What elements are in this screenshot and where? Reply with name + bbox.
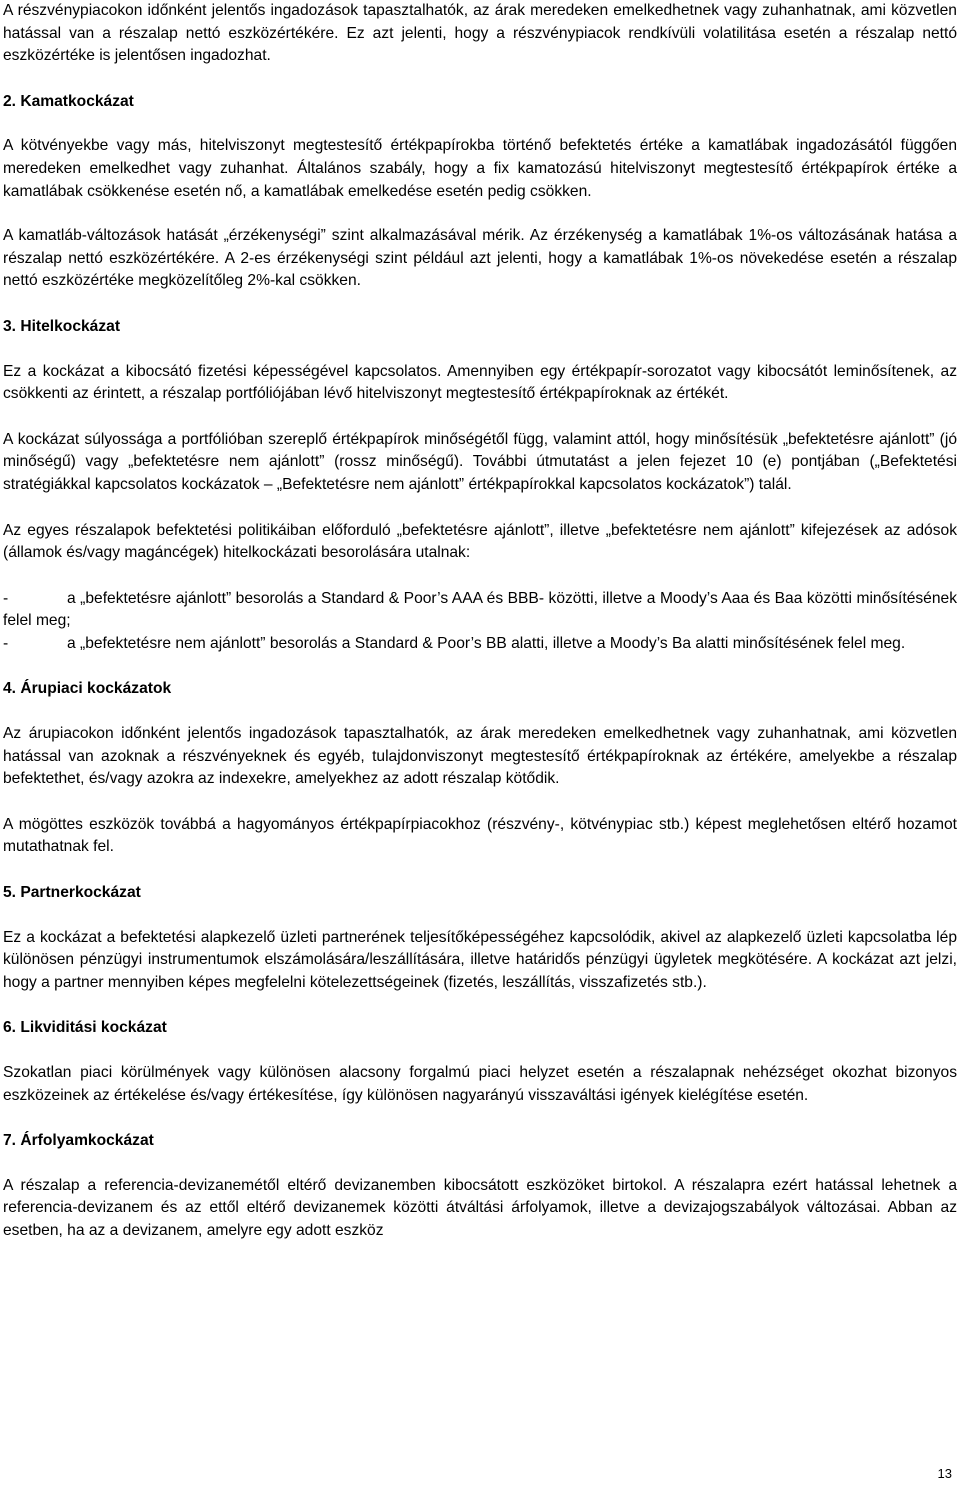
list-dash: - bbox=[3, 634, 9, 652]
document-page bbox=[3, 0, 957, 1243]
section-heading: 4. Árupiaci kockázatok bbox=[3, 680, 172, 698]
list-dash: - bbox=[3, 589, 9, 607]
paragraph: A mögöttes eszközök továbbá a hagyományos értékpapírpiacokhoz (részvény-, kötvénypiac stb.) képest meglehetősen eltérő hozamot mutathatnak fel. bbox=[3, 815, 957, 856]
list-item bbox=[3, 633, 957, 656]
paragraph: A részalap a referencia-devizanemétől eltérő devizanemben kibocsátott eszközöket birtokol. A részalapra ezért hatással lehetnek a referencia-devizanem és az ettől eltérő devizanemek közötti átváltási árfolyamok, illetve a devizajogszabályok változásai. Abban az esetben, ha az a devizanem, amelyre egy adott eszköz bbox=[3, 1176, 957, 1239]
list-item-text: a „befektetésre ajánlott” besorolás a Standard & Poor’s AAA és BBB- közötti, illetve a Moody’s Aaa és Baa közötti minősítésének felel meg; bbox=[3, 589, 957, 630]
paragraph: Ez a kockázat a befektetési alapkezelő üzleti partnerének teljesítőképességéhez kapcsolódik, akivel az alapkezelő üzleti kapcsolatba lép különösen pénzügyi instrumentumok elszámolására/leszállítására, illetve határidős pénzügyi ügyletek megkötésére. A kockázat azt jelzi, hogy a partner mennyiben képes megfelelni kötelezettségeinek (fizetés, leszállítás, visszafizetés stb.). bbox=[3, 928, 957, 991]
page-number: 13 bbox=[937, 1466, 952, 1481]
paragraph: Az árupiacokon időnként jelentős ingadozások tapasztalhatók, az árak meredeken emelkedhetnek vagy zuhanhatnak, ami közvetlen hatással van azoknak a részvényeknek és egyéb, tulajdonviszonyt megtestesítő értékpapíroknak az értékére, amelyekbe a részalap befektethet, és/vagy azokra az indexekre, amelyekhez az adott részalap kötődik. bbox=[3, 725, 957, 788]
paragraph: Az egyes részalapok befektetési politikáiban előforduló „befektetésre ajánlott”, illetve „befektetésre nem ajánlott” kifejezések az adósok (államok és/vagy magáncégek) hitelkockázati besorolására utalnak: bbox=[3, 521, 957, 562]
list-item-text: a „befektetésre nem ajánlott” besorolás a Standard & Poor’s BB alatti, illetve a Moody’s Ba alatti minősítésének felel meg. bbox=[67, 634, 906, 652]
section-heading: 2. Kamatkockázat bbox=[3, 92, 134, 110]
section-heading: 3. Hitelkockázat bbox=[3, 317, 121, 335]
paragraph: A kockázat súlyossága a portfólióban szereplő értékpapírok minőségétől függ, valamint attól, hogy minősítésük „befektetésre ajánlott” (jó minőségű) vagy „befektetésre nem ajánlott” (rossz minőségű). További útmutatást a jelen fejezet 10 (e) pontjában („Befektetési stratégiákkal kapcsolatos kockázatok – „Befektetésre nem ajánlott” értékpapírokkal kapcsolatos kockázatok”) talál. bbox=[3, 430, 957, 493]
section-heading: 6. Likviditási kockázat bbox=[3, 1019, 167, 1037]
paragraph: A kötvényekbe vagy más, hitelviszonyt megtestesítő értékpapírokba történő befektetés értéke a kamatlábak ingadozásától függően meredeken emelkedhet vagy zuhanhat. Általános szabály, hogy a fix kamatozású hitelviszonyt megtestesítő értékpapírok értéke a kamatlábak csökkenése esetén nő, a kamatlábak emelkedése esetén pedig csökken. bbox=[3, 137, 957, 200]
section-heading: 7. Árfolyamkockázat bbox=[3, 1132, 154, 1150]
paragraph: A kamatláb-változások hatását „érzékenységi” szint alkalmazásával mérik. Az érzékenység a kamatlábak 1%-os változásának hatása a részalap nettó eszközértékére. A 2-es érzékenységi szint például azt jelenti, hogy a kamatlábak 1%-os növekedése esetén a részalap nettó eszközértéke megközelítőleg 2%-kal csökken. bbox=[3, 227, 957, 290]
list-item bbox=[3, 588, 957, 633]
paragraph: Szokatlan piaci körülmények vagy különösen alacsony forgalmú piaci helyzet esetén a részalapnak nehézséget okozhat bizonyos eszközeinek az értékelése és/vagy értékesítése, így különösen nagyarányú visszaváltási igények kielégítése esetén. bbox=[3, 1064, 957, 1104]
paragraph: Ez a kockázat a kibocsátó fizetési képességével kapcsolatos. Amennyiben egy értékpapír-sorozatot vagy kibocsátót leminősítenek, az csökkenti az érintett, a részalap portfóliójában lévő hitelviszonyt megtestesítő értékpapíroknak az értékét. bbox=[3, 362, 957, 403]
paragraph: A részvénypiacokon időnként jelentős ingadozások tapasztalhatók, az árak meredeken emelkedhetnek vagy zuhanhatnak, ami közvetlen hatással van a részalap nettó eszközértékére. Ez azt jelenti, hogy a részvénypiacok rendkívüli volatilitása esetén a részalap nettó eszközértéke is jelentősen ingadozhat. bbox=[3, 2, 957, 65]
section-heading: 5. Partnerkockázat bbox=[3, 884, 141, 902]
